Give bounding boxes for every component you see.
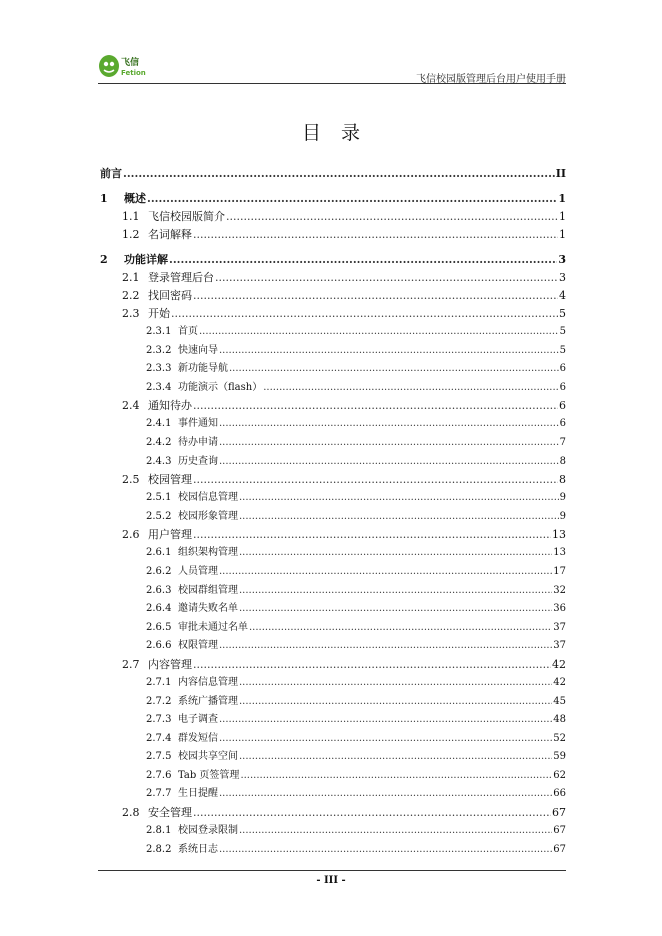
toc-entry-number: 2.8 xyxy=(122,806,140,820)
toc-dot-leader xyxy=(219,563,552,582)
toc-entry[interactable] xyxy=(100,415,566,434)
toc-entry-number: 1.2 xyxy=(122,228,140,241)
toc-entry-label xyxy=(146,360,228,379)
toc-entry[interactable] xyxy=(100,360,566,379)
toc-entry[interactable] xyxy=(100,164,566,183)
footer-divider xyxy=(98,870,566,871)
toc-entry-text: 邀请失败名单 xyxy=(178,603,238,615)
toc-entry-page: 67 xyxy=(553,825,566,837)
toc-entry-number: 2.5.1 xyxy=(146,492,172,504)
toc-entry-page: 9 xyxy=(559,510,566,522)
toc-entry-text: 前言 xyxy=(100,167,122,180)
toc-entry-text: 安全管理 xyxy=(148,806,192,820)
toc-entry-page: 66 xyxy=(553,788,566,800)
toc-dot-leader xyxy=(263,379,558,398)
toc-entry-label xyxy=(122,269,214,287)
toc-entry-number: 2.3.1 xyxy=(146,326,172,337)
fetion-logo xyxy=(98,52,154,80)
toc-entry[interactable] xyxy=(100,822,566,841)
toc-entry-label xyxy=(146,711,218,730)
toc-entry-text: 通知待办 xyxy=(148,399,192,413)
toc-entry-number: 2.1 xyxy=(122,271,140,284)
toc-entry[interactable] xyxy=(100,730,566,749)
table-of-contents xyxy=(100,164,566,859)
toc-entry-label xyxy=(146,637,218,656)
toc-dot-leader xyxy=(219,453,559,472)
toc-entry-number: 2.7 xyxy=(122,657,140,671)
toc-entry[interactable] xyxy=(100,767,566,786)
toc-entry-text: 概述 xyxy=(124,192,146,205)
toc-entry-number: 2.7.1 xyxy=(146,676,172,688)
toc-dot-leader xyxy=(239,544,552,563)
toc-dot-leader xyxy=(219,711,552,730)
toc-entry-text: 电子调查 xyxy=(178,714,218,726)
toc-entry[interactable] xyxy=(100,323,566,342)
toc-entry-label xyxy=(146,582,238,601)
toc-entry-number: 2.6.1 xyxy=(146,547,172,559)
toc-entry-number: 2.7.7 xyxy=(146,788,172,800)
toc-entry-page: 52 xyxy=(553,732,566,744)
toc-entry[interactable] xyxy=(100,804,566,822)
toc-entry-text: 生日提醒 xyxy=(178,788,218,800)
toc-dot-leader xyxy=(219,730,552,749)
toc-entry[interactable] xyxy=(100,226,566,244)
toc-entry-label xyxy=(122,526,192,544)
toc-entry-label xyxy=(122,656,192,674)
toc-entry-text: 登录管理后台 xyxy=(148,271,214,284)
toc-entry-label xyxy=(146,434,218,453)
toc-dot-leader xyxy=(147,189,557,208)
toc-entry-number: 2.7.4 xyxy=(146,732,172,744)
svg-text:飞信: 飞信 xyxy=(121,58,140,68)
toc-entry-text: 功能详解 xyxy=(124,253,168,266)
toc-entry-number: 2.3 xyxy=(122,307,140,320)
toc-entry-page: 42 xyxy=(552,657,566,671)
toc-dot-leader xyxy=(239,508,559,527)
toc-entry[interactable] xyxy=(100,637,566,656)
toc-entry-label xyxy=(146,379,262,398)
toc-entry-text: 校园信息管理 xyxy=(178,492,238,504)
toc-entry-page: 17 xyxy=(553,565,566,577)
toc-dot-leader xyxy=(215,269,558,287)
toc-dot-leader xyxy=(229,360,559,379)
toc-entry-number: 2.6.6 xyxy=(146,640,172,652)
toc-entry-number: 2.6.3 xyxy=(146,584,172,596)
toc-entry-page: 45 xyxy=(553,695,566,707)
toc-entry-text: 校园共享空间 xyxy=(178,751,238,763)
toc-entry-page: 9 xyxy=(559,492,566,504)
toc-dot-leader xyxy=(219,637,552,656)
toc-entry[interactable] xyxy=(100,397,566,415)
toc-entry-label xyxy=(100,189,146,208)
toc-entry-page: 1 xyxy=(558,192,566,205)
toc-dot-leader xyxy=(219,415,559,434)
toc-entry-label xyxy=(122,226,192,244)
toc-entry-label xyxy=(146,544,238,563)
toc-entry-page: 6 xyxy=(559,399,566,413)
toc-entry-label xyxy=(146,767,239,786)
toc-entry-label xyxy=(146,693,238,712)
toc-entry-number: 2.6 xyxy=(122,528,140,542)
toc-entry[interactable] xyxy=(100,526,566,544)
toc-entry-text: 名词解释 xyxy=(148,228,192,241)
toc-entry-text: 用户管理 xyxy=(148,528,192,542)
toc-entry-page: 32 xyxy=(553,584,566,596)
toc-entry-label xyxy=(146,674,238,693)
toc-entry-number: 2.3.2 xyxy=(146,344,172,356)
toc-entry-number: 2.5 xyxy=(122,473,140,487)
toc-dot-leader xyxy=(249,619,552,638)
toc-entry[interactable] xyxy=(100,489,566,508)
toc-entry-text: 权限管理 xyxy=(178,640,218,652)
toc-dot-leader xyxy=(193,526,551,544)
toc-entry-text: 系统广播管理 xyxy=(178,695,238,707)
toc-entry-text: 系统日志 xyxy=(178,843,218,855)
toc-entry-number: 2.4 xyxy=(122,399,140,413)
toc-entry[interactable] xyxy=(100,693,566,712)
toc-entry-number: 2.6.4 xyxy=(146,603,172,615)
toc-entry-label xyxy=(146,730,218,749)
toc-entry-text: 群发短信 xyxy=(178,732,218,744)
toc-dot-leader xyxy=(239,600,552,619)
toc-entry-page: 8 xyxy=(559,473,566,487)
toc-entry-text: 校园登录限制 xyxy=(178,825,238,837)
toc-entry[interactable] xyxy=(100,508,566,527)
toc-entry-text: 找回密码 xyxy=(148,289,192,302)
page-number: - III - xyxy=(316,875,346,886)
toc-entry[interactable] xyxy=(100,563,566,582)
toc-dot-leader xyxy=(193,471,558,489)
toc-entry-text: 校园形象管理 xyxy=(178,510,238,522)
header-divider xyxy=(98,83,566,84)
toc-entry-page: 67 xyxy=(552,806,566,820)
toc-entry-number: 1 xyxy=(100,192,108,205)
toc-entry-text: 开始 xyxy=(148,307,170,320)
toc-entry-number: 2.7.6 xyxy=(146,769,172,781)
toc-entry-label xyxy=(146,323,198,342)
toc-entry-page: 6 xyxy=(559,363,566,375)
toc-entry-label xyxy=(146,822,238,841)
toc-entry-text: 校园群组管理 xyxy=(178,584,238,596)
toc-entry-page: 13 xyxy=(552,528,566,542)
toc-entry[interactable] xyxy=(100,189,566,208)
toc-dot-leader xyxy=(240,767,552,786)
toc-entry-text: 快速向导 xyxy=(178,344,218,356)
toc-dot-leader xyxy=(123,164,555,183)
toc-entry-page: 3 xyxy=(559,271,566,284)
toc-entry-page: 13 xyxy=(553,547,566,559)
toc-dot-leader xyxy=(239,693,552,712)
toc-entry-text: 组织架构管理 xyxy=(178,547,238,559)
toc-dot-leader xyxy=(239,822,552,841)
toc-entry-page: 3 xyxy=(558,253,566,266)
toc-entry-page: 7 xyxy=(559,436,566,448)
toc-entry-number: 2.3.4 xyxy=(146,381,172,393)
toc-entry-number: 2.2 xyxy=(122,289,140,302)
toc-entry[interactable] xyxy=(100,619,566,638)
toc-entry[interactable] xyxy=(100,379,566,398)
toc-dot-leader xyxy=(169,250,557,269)
toc-entry-page: 62 xyxy=(553,769,566,781)
toc-entry-label xyxy=(146,342,218,361)
toc-entry-label xyxy=(122,471,192,489)
toc-entry-label xyxy=(146,508,238,527)
toc-entry[interactable] xyxy=(100,582,566,601)
toc-dot-leader xyxy=(193,397,558,415)
toc-entry-label xyxy=(122,208,225,226)
toc-dot-leader xyxy=(219,785,552,804)
toc-entry-page: 42 xyxy=(553,676,566,688)
toc-entry-label xyxy=(146,785,218,804)
toc-entry-number: 2.7.3 xyxy=(146,714,172,726)
toc-dot-leader xyxy=(219,841,552,860)
toc-entry[interactable] xyxy=(100,269,566,287)
toc-entry-label xyxy=(146,415,218,434)
toc-entry-number: 2.8.2 xyxy=(146,843,172,855)
toc-entry-text: 功能演示（flash） xyxy=(178,381,263,393)
toc-entry[interactable] xyxy=(100,748,566,767)
toc-entry-label xyxy=(146,563,218,582)
toc-entry-number: 2.7.2 xyxy=(146,695,172,707)
toc-entry-label xyxy=(122,305,170,323)
toc-entry-page: 37 xyxy=(553,640,566,652)
toc-entry[interactable] xyxy=(100,434,566,453)
toc-entry-label xyxy=(146,489,238,508)
toc-entry[interactable] xyxy=(100,250,566,269)
toc-entry-text: 事件通知 xyxy=(178,418,218,430)
toc-entry[interactable] xyxy=(100,208,566,226)
toc-entry-text: Tab 页签管理 xyxy=(178,769,240,781)
toc-entry-number: 2.3.3 xyxy=(146,363,172,375)
toc-dot-leader xyxy=(239,582,552,601)
toc-entry-label xyxy=(146,600,238,619)
toc-entry[interactable] xyxy=(100,471,566,489)
toc-entry-label xyxy=(146,453,218,472)
toc-entry-page: 4 xyxy=(559,289,566,302)
toc-entry[interactable] xyxy=(100,785,566,804)
toc-entry-number: 2.6.5 xyxy=(146,621,172,633)
toc-dot-leader xyxy=(193,287,558,305)
document-header-title: 飞信校园版管理后台用户使用手册 xyxy=(416,74,566,85)
toc-entry[interactable] xyxy=(100,600,566,619)
toc-dot-leader xyxy=(193,656,551,674)
toc-entry-label xyxy=(146,619,248,638)
toc-entry-page: 8 xyxy=(559,455,566,467)
toc-entry-number: 2.8.1 xyxy=(146,825,172,837)
toc-entry-number: 2.4.3 xyxy=(146,455,172,467)
toc-entry-page: 5 xyxy=(559,326,566,337)
toc-dot-leader xyxy=(193,226,558,244)
toc-entry[interactable] xyxy=(100,544,566,563)
toc-dot-leader xyxy=(239,674,552,693)
toc-entry-text: 历史查询 xyxy=(178,455,218,467)
toc-entry-text: 人员管理 xyxy=(178,565,218,577)
toc-dot-leader xyxy=(199,323,559,342)
toc-dot-leader xyxy=(239,489,559,508)
toc-entry-number: 2.6.2 xyxy=(146,565,172,577)
toc-entry-page: 36 xyxy=(553,603,566,615)
toc-entry[interactable] xyxy=(100,453,566,472)
toc-entry[interactable] xyxy=(100,342,566,361)
toc-entry[interactable] xyxy=(100,287,566,305)
toc-dot-leader xyxy=(219,434,559,453)
toc-entry-page: 1 xyxy=(559,210,566,223)
toc-entry-text: 内容信息管理 xyxy=(178,676,238,688)
toc-entry-page: 6 xyxy=(559,418,566,430)
toc-entry-text: 校园管理 xyxy=(148,473,192,487)
toc-entry-label xyxy=(100,250,168,269)
toc-entry[interactable] xyxy=(100,656,566,674)
toc-entry-text: 首页 xyxy=(178,326,198,337)
toc-entry-text: 待办申请 xyxy=(178,436,218,448)
toc-entry-number: 2.7.5 xyxy=(146,751,172,763)
toc-entry-page: 5 xyxy=(559,307,566,320)
toc-entry-label xyxy=(100,164,122,183)
toc-entry-text: 新功能导航 xyxy=(178,363,228,375)
toc-entry-text: 飞信校园版简介 xyxy=(148,210,225,223)
toc-dot-leader xyxy=(193,804,551,822)
toc-dot-leader xyxy=(226,208,558,226)
toc-entry-number: 2 xyxy=(100,253,108,266)
toc-dot-leader xyxy=(171,305,558,323)
toc-dot-leader xyxy=(239,748,552,767)
toc-entry-label xyxy=(122,804,192,822)
toc-entry-number: 1.1 xyxy=(122,210,140,223)
toc-entry-page: 59 xyxy=(553,751,566,763)
toc-entry[interactable] xyxy=(100,711,566,730)
toc-entry-label xyxy=(122,287,192,305)
toc-entry-page: II xyxy=(555,167,566,180)
toc-entry-page: 48 xyxy=(553,714,566,726)
toc-entry-label xyxy=(122,397,192,415)
toc-entry-number: 2.4.1 xyxy=(146,418,172,430)
toc-entry-page: 1 xyxy=(559,228,566,241)
toc-entry[interactable] xyxy=(100,841,566,860)
toc-entry-label xyxy=(146,841,218,860)
toc-entry-text: 审批未通过名单 xyxy=(178,621,248,633)
toc-entry-number: 2.5.2 xyxy=(146,510,172,522)
toc-entry-page: 5 xyxy=(559,344,566,356)
toc-entry-number: 2.4.2 xyxy=(146,436,172,448)
toc-entry-page: 67 xyxy=(553,843,566,855)
toc-entry[interactable] xyxy=(100,674,566,693)
toc-entry[interactable] xyxy=(100,305,566,323)
svg-text:Fetion: Fetion xyxy=(121,69,146,77)
toc-entry-page: 37 xyxy=(553,621,566,633)
toc-dot-leader xyxy=(219,342,559,361)
toc-entry-page: 6 xyxy=(559,381,566,393)
toc-title: 目录 xyxy=(301,122,380,144)
toc-entry-text: 内容管理 xyxy=(148,657,192,671)
toc-entry-label xyxy=(146,748,238,767)
